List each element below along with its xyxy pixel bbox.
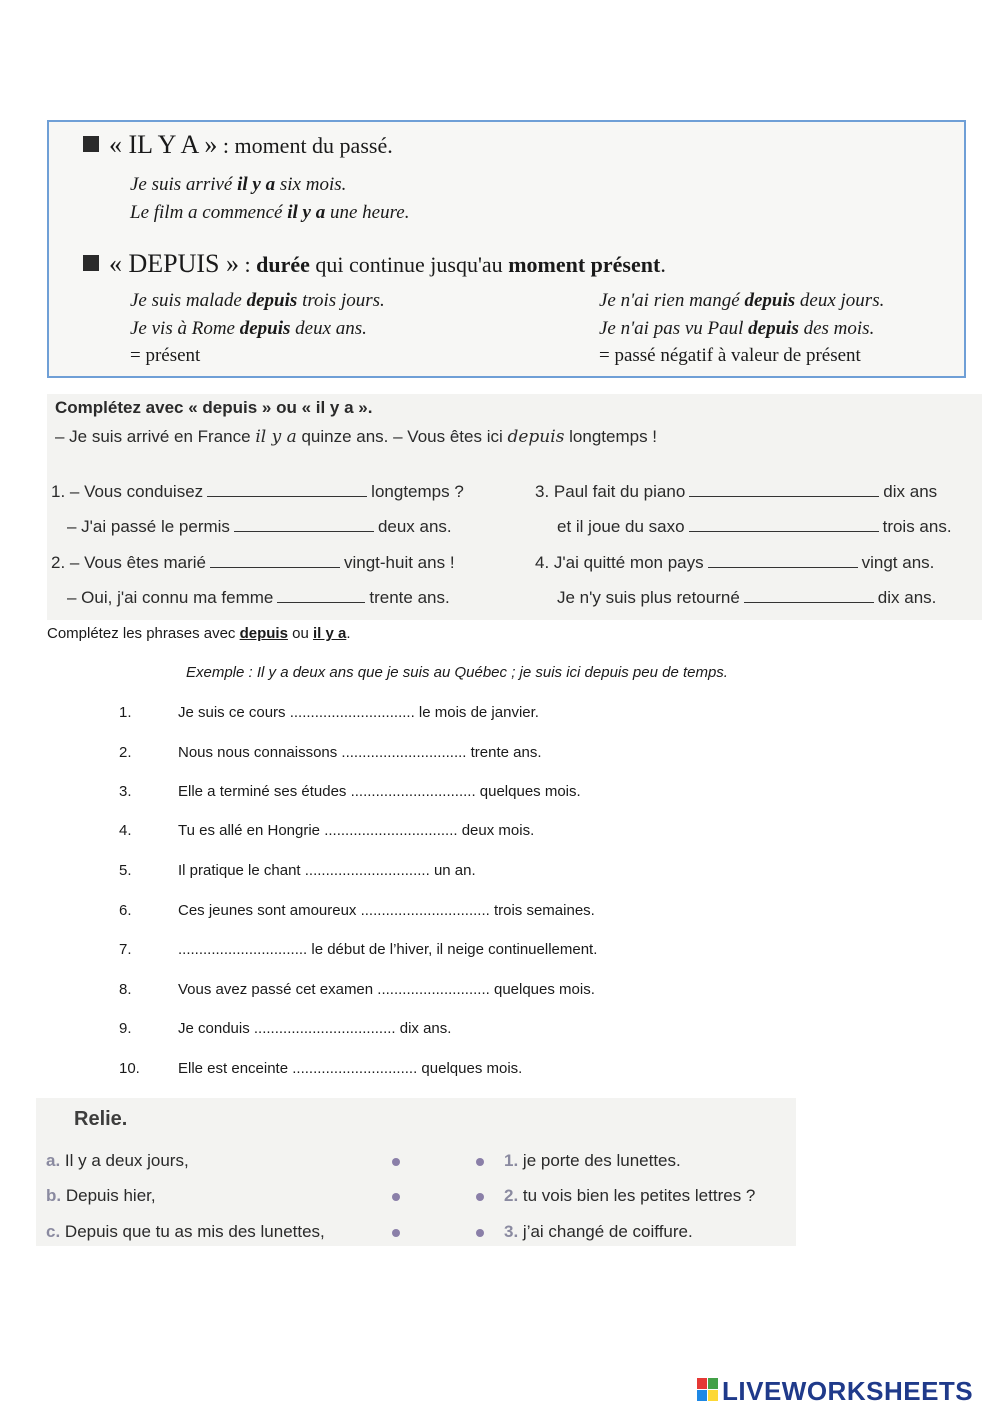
liveworksheets-logo [697, 1378, 973, 1408]
depuis-keyword: « DEPUIS » [109, 249, 240, 278]
depuis-present-note: = présent [130, 345, 201, 366]
question-3b: et il joue du saxo trois ans. [557, 517, 952, 536]
relie-left-b: b. Depuis hier, [46, 1186, 156, 1205]
il-y-a-keyword: « IL Y A » [109, 130, 218, 159]
relie-title: Relie. [74, 1108, 128, 1130]
il-y-a-rule: : moment du passé. [217, 133, 393, 158]
answer-blank[interactable] [744, 588, 874, 603]
relie-right-2: 2. tu vois bien les petites lettres ? [504, 1186, 756, 1205]
question-3a: 3. Paul fait du piano dix ans [535, 482, 938, 501]
relie-left-c: c. Depuis que tu as mis des lunettes, [46, 1222, 325, 1241]
exercise2-item[interactable]: 9. Je conduis .................................. dix ans. [119, 1020, 452, 1037]
exercise1-example: – Je suis arrivé en France il y a quinze ans. – Vous êtes ici depuis longtemps ! [55, 427, 658, 447]
question-4b: Je n'y suis plus retourné dix ans. [557, 588, 937, 607]
question-1a: 1. – Vous conduisez longtemps ? [51, 482, 464, 501]
connector-dot-left-a[interactable] [392, 1158, 400, 1166]
exercise2-item[interactable]: 4. Tu es allé en Hongrie ................................ deux mois. [119, 822, 535, 839]
connector-dot-right-3[interactable] [476, 1229, 484, 1237]
exercise2-item[interactable]: 5. Il pratique le chant .............................. un an. [119, 862, 476, 879]
grammar-box [47, 120, 966, 378]
il-y-a-example-2: Le film a commencé il y a une heure. [130, 202, 410, 223]
depuis-example-3: Je n'ai rien mangé depuis deux jours. [599, 290, 885, 311]
question-2b: – Oui, j'ai connu ma femme trente ans. [67, 588, 450, 607]
answer-blank[interactable] [689, 482, 879, 497]
depuis-heading: « DEPUIS » : durée qui continue jusqu'au moment présent. [83, 249, 666, 279]
bullet-square-icon [83, 136, 99, 152]
relie-right-3: 3. j’ai changé de coiffure. [504, 1222, 693, 1241]
exercise2-item[interactable]: 2. Nous nous connaissons .............................. trente ans. [119, 744, 542, 761]
answer-blank[interactable] [210, 553, 340, 568]
exercise2-item[interactable]: 10. Elle est enceinte .............................. quelques mois. [119, 1060, 523, 1077]
connector-dot-right-2[interactable] [476, 1193, 484, 1201]
liveworksheets-wordmark: LIVEWORKSHEETS [722, 1376, 974, 1406]
depuis-example-4: Je n'ai pas vu Paul depuis des mois. [599, 318, 875, 339]
exercise1-title: Complétez avec « depuis » ou « il y a ». [55, 398, 373, 417]
relie-right-1: 1. je porte des lunettes. [504, 1151, 681, 1170]
question-4a: 4. J'ai quitté mon pays vingt ans. [535, 553, 935, 572]
exercise2-item[interactable]: 7. ............................... le début de l’hiver, il neige continuellement. [119, 941, 598, 958]
il-y-a-example-1: Je suis arrivé il y a six mois. [130, 174, 347, 195]
connector-dot-right-1[interactable] [476, 1158, 484, 1166]
connector-dot-left-b[interactable] [392, 1193, 400, 1201]
exercise2-item[interactable]: 8. Vous avez passé cet examen ........................... quelques mois. [119, 981, 595, 998]
depuis-example-2: Je vis à Rome depuis deux ans. [130, 318, 367, 339]
handwritten-answer-2: depuis [507, 427, 565, 447]
exercise-depuis-il-y-a [47, 394, 982, 620]
exercise2-item[interactable]: 3. Elle a terminé ses études .............................. quelques mois. [119, 783, 581, 800]
connector-dot-left-c[interactable] [392, 1229, 400, 1237]
exercise2-example: Exemple : Il y a deux ans que je suis au Québec ; je suis ici depuis peu de temps. [186, 664, 728, 681]
exercise2-item[interactable]: 1. Je suis ce cours .............................. le mois de janvier. [119, 704, 539, 721]
depuis-example-1: Je suis malade depuis trois jours. [130, 290, 385, 311]
answer-blank[interactable] [277, 588, 365, 603]
relie-exercise [36, 1098, 796, 1246]
handwritten-answer-1: il y a [255, 427, 297, 447]
depuis-negative-note: = passé négatif à valeur de présent [599, 345, 861, 366]
bullet-square-icon [83, 255, 99, 271]
answer-blank[interactable] [708, 553, 858, 568]
exercise2-instruction: Complétez les phrases avec depuis ou il y a. [47, 625, 351, 642]
answer-blank[interactable] [689, 517, 879, 532]
il-y-a-heading [83, 130, 393, 160]
question-2a: 2. – Vous êtes marié vingt-huit ans ! [51, 553, 455, 572]
exercise2-item[interactable]: 6. Ces jeunes sont amoureux ............................... trois semaines. [119, 902, 595, 919]
relie-left-a: a. Il y a deux jours, [46, 1151, 189, 1170]
question-1b: – J'ai passé le permis deux ans. [67, 517, 452, 536]
answer-blank[interactable] [207, 482, 367, 497]
answer-blank[interactable] [234, 517, 374, 532]
liveworksheets-logo-icon [697, 1378, 719, 1402]
